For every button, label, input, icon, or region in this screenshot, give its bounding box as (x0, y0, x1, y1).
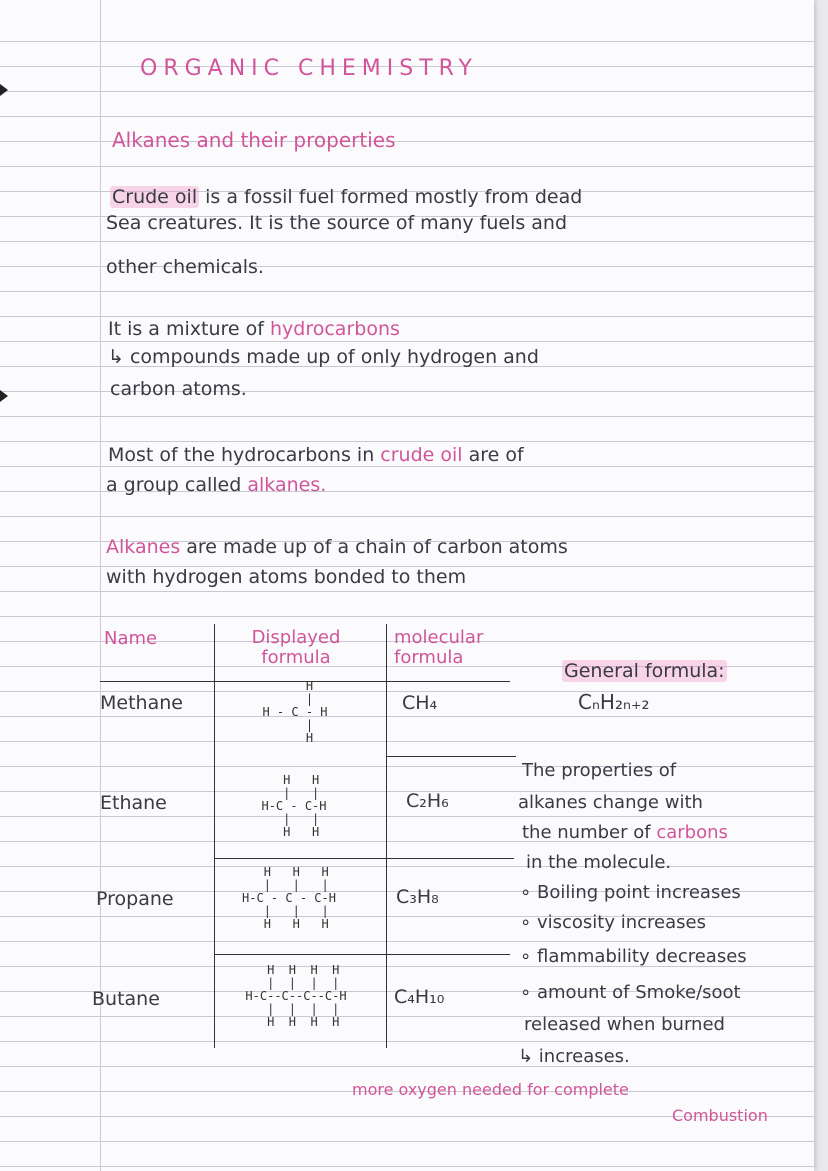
oxygen-note-line2: Combustion (672, 1106, 768, 1125)
para3-line2: a group called alkanes. (106, 474, 327, 496)
para2-line2: ↳ compounds made up of only hydrogen and (108, 346, 539, 368)
table-cell-molecular: C₃H₈ (396, 886, 439, 908)
crude-oil-term: crude oil (380, 444, 463, 466)
para1-line1: Crude oil is a fossil fuel formed mostly from dead (112, 186, 583, 208)
table-cell-name: Propane (96, 888, 174, 910)
properties-line2: alkanes change with (518, 792, 703, 813)
para1-line3: other chemicals. (106, 256, 264, 278)
bullet-flammability: ∘ flammability decreases (520, 946, 747, 967)
table-divider (386, 624, 387, 1048)
para4-line1: Alkanes are made up of a chain of carbon atoms (106, 536, 568, 558)
general-formula-label: General formula: (564, 660, 725, 682)
ethane-displayed-formula: H H | | H-C - C-H | | H H (261, 773, 327, 839)
bullet-boiling-point: ∘ Boiling point increases (520, 882, 741, 903)
properties-line4: in the molecule. (526, 852, 672, 873)
alkanes-term: Alkanes (106, 536, 181, 558)
bullet-released: released when burned (524, 1014, 725, 1035)
butane-displayed-formula: H H H H | | | | H-C--C--C--C-H | | | | H H H H (245, 963, 347, 1029)
table-cell-molecular: C₄H₁₀ (394, 986, 445, 1008)
para2-line1: It is a mixture of hydrocarbons (108, 318, 400, 340)
methane-displayed-formula: H | H - C - H | H (262, 679, 328, 745)
binder-hole (0, 84, 8, 96)
table-cell-molecular: C₂H₆ (406, 790, 449, 812)
oxygen-note-line1: more oxygen needed for complete (352, 1080, 629, 1099)
properties-line3: the number of carbons (522, 822, 728, 843)
table-divider (386, 756, 516, 757)
bullet-increases: ↳ increases. (518, 1046, 630, 1067)
hydrocarbons-term: hydrocarbons (270, 318, 400, 340)
page-title: ORGANIC CHEMISTRY (140, 56, 478, 81)
para1-line2: Sea creatures. It is the source of many fuels and (106, 212, 568, 234)
general-formula: CₙH₂ₙ₊₂ (578, 690, 650, 714)
table-cell-molecular: CH₄ (402, 692, 438, 714)
table-header-name: Name (104, 628, 158, 649)
bullet-viscosity: ∘ viscosity increases (520, 912, 706, 933)
carbons-term: carbons (656, 822, 728, 843)
para2-line3: carbon atoms. (110, 378, 247, 400)
para4-line2: with hydrogen atoms bonded to them (106, 566, 467, 588)
crude-oil-highlight: Crude oil (112, 186, 198, 208)
propane-displayed-formula: H H H | | | H-C - C - C-H | | | H H H (242, 865, 336, 931)
section-subtitle: Alkanes and their properties (112, 128, 396, 152)
table-divider (214, 858, 514, 859)
table-cell-name: Ethane (100, 792, 167, 814)
table-header-displayed: Displayed formula (251, 627, 341, 668)
table-divider (214, 954, 510, 955)
bullet-smoke-soot: ∘ amount of Smoke/soot (520, 982, 741, 1003)
binder-hole (0, 390, 8, 402)
table-cell-name: Methane (100, 692, 183, 714)
table-header-molecular: molecular formula (394, 627, 484, 668)
alkanes-term: alkanes. (247, 474, 327, 496)
properties-line1: The properties of (522, 760, 677, 781)
para3-line1: Most of the hydrocarbons in crude oil are of (108, 444, 524, 466)
table-cell-name: Butane (92, 988, 160, 1010)
